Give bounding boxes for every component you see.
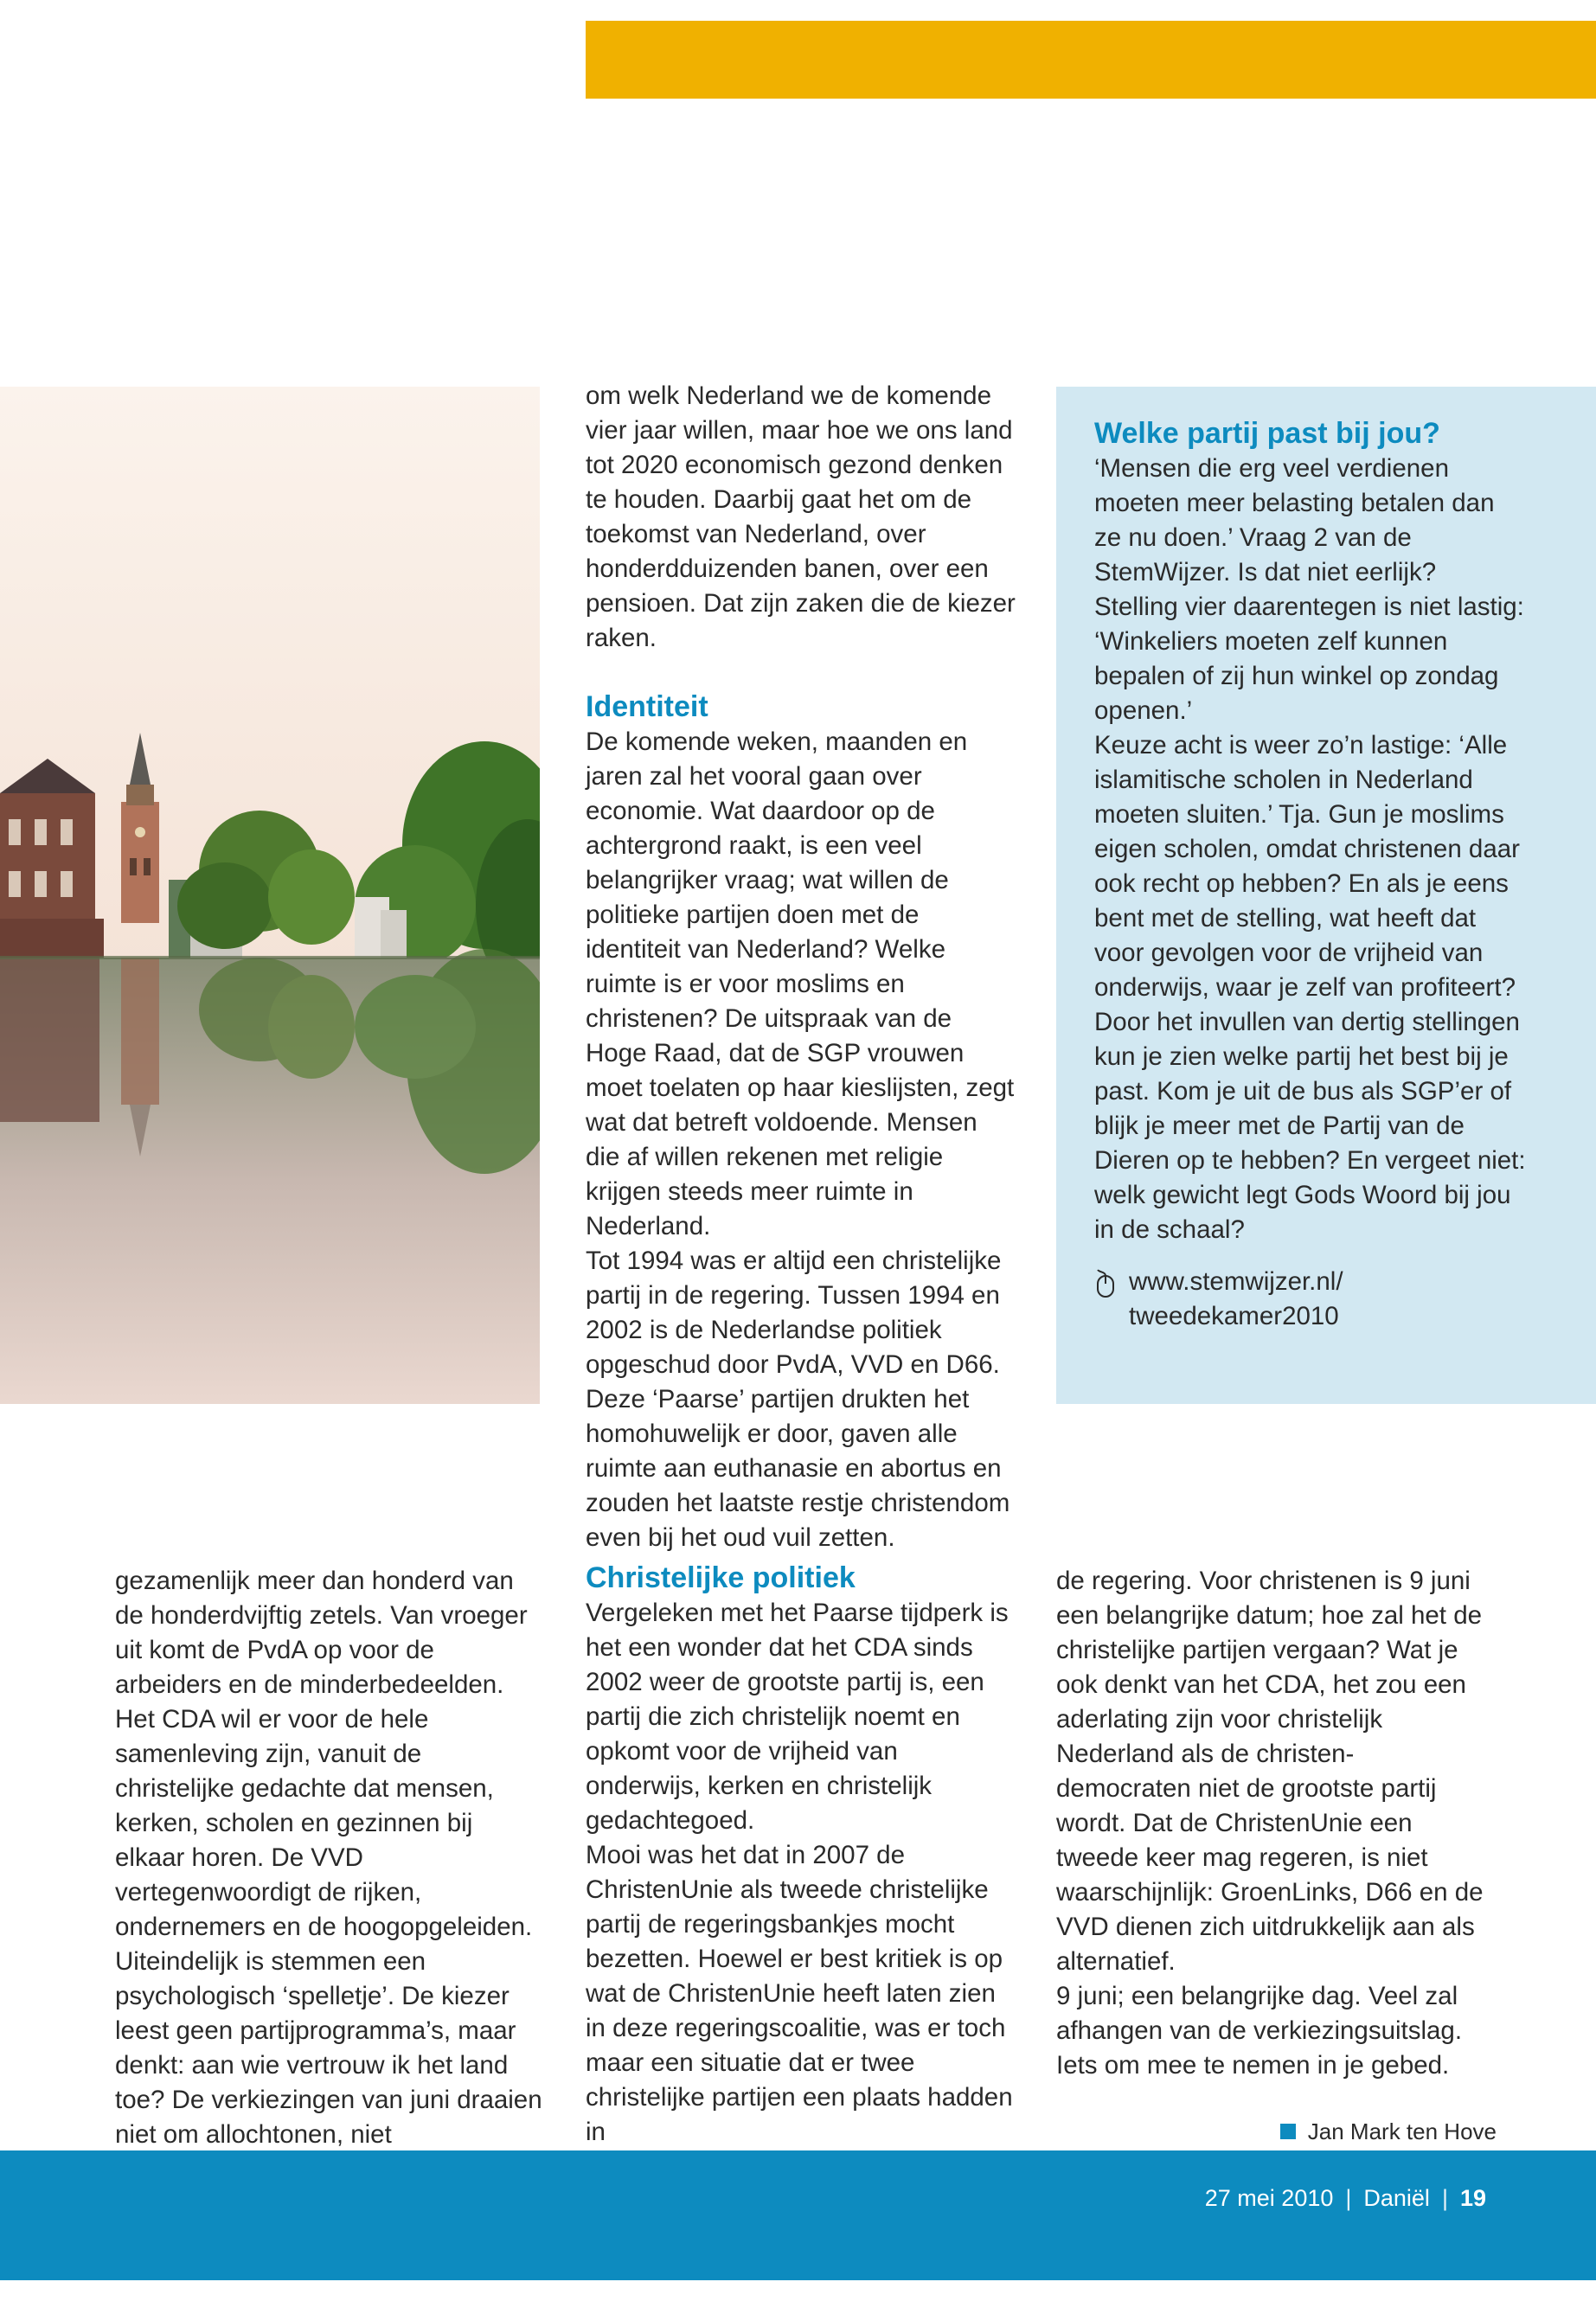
sidebar-heading: Welke partij past bij jou? <box>1094 417 1440 450</box>
page-number: 19 <box>1459 2185 1486 2211</box>
hofvijver-photo <box>0 387 540 1404</box>
square-bullet-icon <box>1280 2124 1296 2139</box>
article-column-left-bottom <box>115 1564 548 2152</box>
footer-publication: Daniël <box>1363 2185 1430 2211</box>
building-left <box>0 759 104 988</box>
section-heading-identiteit: Identiteit <box>586 690 708 723</box>
sidebar-paragraph: Keuze acht is weer zo’n lastige: ‘Alle islamitische scholen in Nederland moeten sluiten.’ Tja. Gun je moslims eigen scholen, omdat christenen daar ook recht op hebben? En als je eens bent met de stelling, wat heeft dat voor gevolgen voor de vrijheid van onderwijs, waar je zelf van profiteert? <box>1094 731 1520 1002</box>
link-text-line-1[interactable]: www.stemwijzer.nl/ <box>1129 1267 1343 1296</box>
article-column-middle-bottom <box>586 1560 1018 2150</box>
body-paragraph: de regering. Voor christenen is 9 juni een belangrijke datum; hoe zal het de christelijke partijen vergaan? Wat je ook denkt van het CDA, het zou een aderlating zijn voor christelijk Nederland als de christen-democraten niet de grootste partij wordt. Dat de ChristenUnie een tweede keer mag regeren, is niet waarschijnlijk: GroenLinks, D66 en de VVD dienen zich uitdrukkelijk aan als alternatief. <box>1056 1567 1484 1976</box>
body-paragraph: Vergeleken met het Paarse tijdperk is het een wonder dat het CDA sinds 2002 weer de grootste partij is, een partij die zich christelijk noemt en opkomt voor de vrijheid van onderwijs, kerken en christelijk gedachtegoed. <box>586 1599 1009 1835</box>
body-paragraph: gezamenlijk meer dan honderd van de honderdvijftig zetels. Van vroeger uit komt de PvdA op voor de arbeiders en de minderbedeelden. Het CDA wil er voor de hele samenleving zijn, vanuit de christelijke gedachte dat mensen, kerken, scholen en gezinnen bij elkaar horen. De VVD vertegenwoordigt de rijken, ondernemers en de hoogopgeleiden. Uiteindelijk is stemmen een psychologisch ‘spelletje’. De kiezer leest geen partijprogramma’s, maar denkt: aan wie vertrouw ik het land toe? De verkiezingen van juni draaien niet om allochtonen, niet <box>115 1567 542 2149</box>
footer-date: 27 mei 2010 <box>1204 2185 1334 2211</box>
article-column-right-bottom <box>1056 1564 1497 2149</box>
author-signature <box>1056 2114 1497 2149</box>
body-paragraph: om welk Nederland we de komende vier jaar willen, maar hoe we ons land tot 2020 economisch gezond denken te houden. Daarbij gaat het om de toekomst van Nederland, over honderdduizenden banen, over een pensioen. Dat zijn zaken die de kiezer raken. <box>586 381 1016 652</box>
footer-separator: | <box>1345 2185 1352 2211</box>
body-paragraph: Mooi was het dat in 2007 de ChristenUnie als tweede christelijke partij de regeringsbankjes mocht bezetten. Hoewel er best kritiek is op wat de ChristenUnie heeft laten zien in deze regeringscoalitie, was er toch maar een situatie dat er twee christelijke partijen een plaats hadden in <box>586 1841 1013 2146</box>
section-heading-christelijke-politiek: Christelijke politiek <box>586 1561 856 1594</box>
sidebar-paragraph: Door het invullen van dertig stellingen kun je zien welke partij het best bij je past. Kom je uit de bus als SGP’er of blijk je meer met de Partij van de Dieren op te hebben? En vergeet niet: welk gewicht legt Gods Woord bij jou in de schaal? <box>1094 1008 1526 1244</box>
link-text-line-2[interactable]: tweedekamer2010 <box>1129 1302 1339 1330</box>
mouse-icon <box>1094 1265 1120 1334</box>
sidebar-content <box>1094 415 1527 1334</box>
page-footer <box>0 2150 1596 2280</box>
footer-separator: | <box>1441 2185 1448 2211</box>
author-name: Jan Mark ten Hove <box>1307 2118 1497 2144</box>
sidebar-paragraph: ‘Mensen die erg veel verdienen moeten meer belasting betalen dan ze nu doen.’ Vraag 2 van de StemWijzer. Is dat niet eerlijk? Stelling vier daarentegen is niet lastig: ‘Winkeliers moeten zelf kunnen bepalen of zij hun winkel op zondag openen.’ <box>1094 454 1524 725</box>
body-paragraph: 9 juni; een belangrijke dag. Veel zal afhangen van de verkiezingsuitslag. Iets om mee te nemen in je gebed. <box>1056 1982 1463 2080</box>
body-paragraph: Tot 1994 was er altijd een christelijke partij in de regering. Tussen 1994 en 2002 is de Nederlandse politiek opgeschud door PvdA, VVD en D66. Deze ‘Paarse’ partijen drukten het homohuwelijk er door, gaven alle ruimte aan euthanasie en abortus en zouden het laatste restje christendom even bij het oud vuil zetten. <box>586 1247 1010 1552</box>
article-column-middle-top <box>586 379 1018 1555</box>
stemwijzer-link[interactable] <box>1094 1265 1527 1334</box>
top-accent-bar <box>586 21 1596 99</box>
footer-info <box>1205 2183 1486 2213</box>
body-paragraph: De komende weken, maanden en jaren zal het vooral gaan over economie. Wat daardoor op de achtergrond raakt, is een veel belangrijker vraag; wat willen de politieke partijen doen met de identiteit van Nederland? Welke ruimte is er voor moslims en christenen? De uitspraak van de Hoge Raad, dat de SGP vrouwen moet toelaten op haar kieslijsten, zegt wat dat betreft voldoende. Mensen die af willen rekenen met religie krijgen steeds meer ruimte in Nederland. <box>586 727 1015 1240</box>
